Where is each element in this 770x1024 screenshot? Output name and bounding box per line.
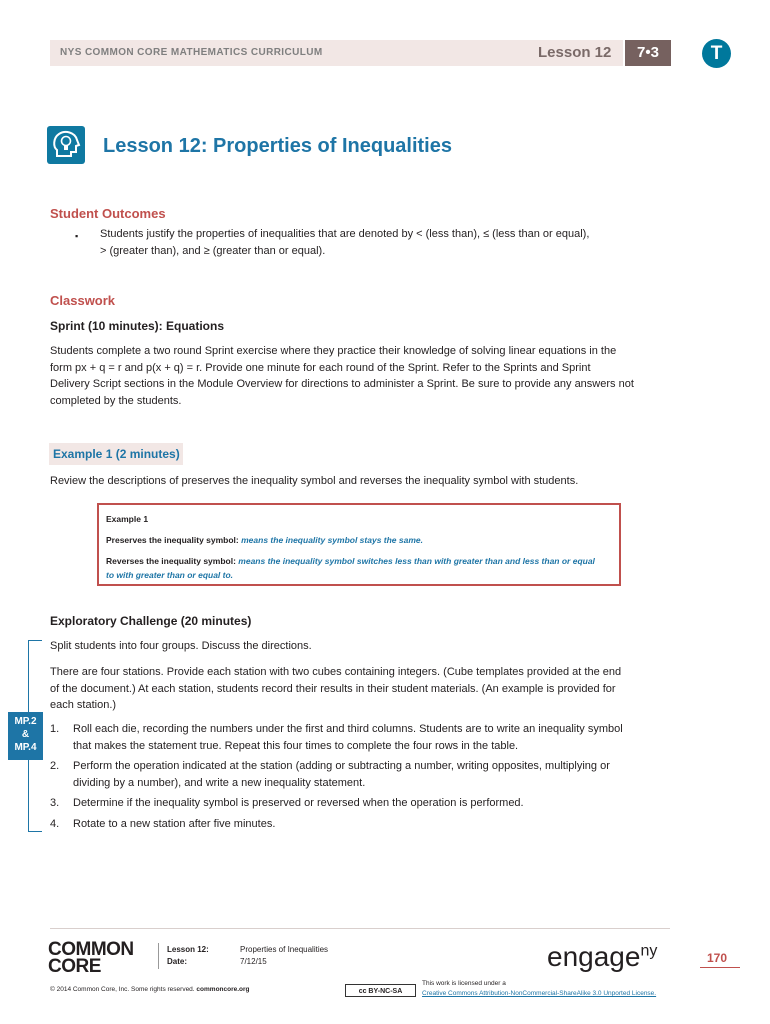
copyright: © 2014 Common Core, Inc. Some rights reserved. commoncore.org [50,986,250,993]
sprint-line: completed by the students. [50,394,182,407]
p2-line: There are four stations. Provide each station with two cubes containing integers. (Cube templates provided at the end [50,666,622,678]
step-text [73,721,653,754]
sprint-line: form px + q = r and p(x + q) = r. Provide one minute for each round of the Sprint. Refer to the Sprints and Sprint [50,361,591,374]
student-outcomes-heading: Student Outcomes [50,206,166,221]
reverses-answer: means the inequality symbol switches less than with greater than and less than or equal [238,556,595,566]
step-line: Perform the operation indicated at the station (adding or subtracting a number, writing opposites, multiplying or [73,760,610,772]
header-lesson: Lesson 12 [538,44,612,61]
engageny-logo: engage$^{ny}$ [547,941,658,972]
step-line: Determine if the inequality symbol is preserved or reversed when the operation is performed. [73,797,524,809]
footer-separator [158,943,159,969]
example1-tab [49,443,183,465]
sprint-line: Delivery Script sections in the Module Overview for directions to administer a Sprint. Be sure to provide any answers not [50,378,634,390]
sprint-line: Students complete a two round Sprint exercise where they practice their knowledge of solving linear equations in the [50,345,617,357]
step-text [73,816,653,833]
step-text [73,795,653,812]
copyright-site: commoncore.org [196,986,250,993]
step-line: Roll each die, recording the numbers under the first and third columns. Students are to write an inequality symbol [73,723,623,735]
sprint-paragraph [50,343,690,409]
p2-line: of the document.) At each station, students record their results in their student materials. (An example is provided for [50,682,616,695]
page-number: 170 [707,951,728,965]
common-core-logo: COMMON CORE [48,939,134,977]
p2-line: each station.) [50,699,117,711]
reverses-answer-cont: to with greater than or equal to. [106,570,234,580]
bullet-icon: ▪ [75,231,79,241]
module-badge: 7•3 [625,40,671,66]
page-title: Lesson 12: Properties of Inequalities [103,135,452,157]
step-number: 3. [50,797,60,809]
mp-badge [8,712,43,760]
step-number: 1. [50,723,60,735]
mp-line: MP.4 [14,742,37,753]
step-text [73,758,653,791]
step-number: 2. [50,760,60,772]
page-number-underline [700,967,740,968]
preserves-row [106,535,423,545]
footer-date-value: 7/12/15 [240,957,267,966]
preserves-label: Preserves the inequality symbol: [106,535,239,545]
exploratory-p2 [50,664,690,714]
step-line: dividing by a number), and write a new inequality statement. [73,776,366,789]
footer-date-label: Date: [167,957,188,966]
outcome-line: Students justify the properties of inequalities that are denoted by < (less than), ≤ (less than or equal), [100,228,590,240]
example1-box [97,503,621,586]
step-line: that makes the statement true. Repeat this four times to complete the four rows in the table. [73,739,519,752]
curriculum-label: NYS COMMON CORE MATHEMATICS CURRICULUM [60,47,323,58]
exploratory-heading: Exploratory Challenge (20 minutes) [50,614,252,628]
sprint-heading: Sprint (10 minutes): Equations [50,319,225,333]
step-number: 4. [50,818,60,830]
example1-tab-label: Example 1 (2 minutes) [53,447,180,461]
teacher-badge: T [702,39,731,68]
reverses-label: Reverses the inequality symbol: [106,556,236,566]
example1-intro: Review the descriptions of preserves the inequality symbol and reverses the inequality symbol with students. [50,475,579,487]
classwork-heading: Classwork [50,293,116,308]
mp-line: & [21,729,30,740]
box-title: Example 1 [106,514,149,524]
footer-lesson-label: Lesson 12: [167,945,209,954]
preserves-answer: means the inequality symbol stays the same. [241,535,423,545]
cc-license-badge: cc BY-NC-SA [345,984,416,997]
mp-line: MP.2 [14,716,37,727]
footer-lesson-value: Properties of Inequalities [240,945,329,954]
exploratory-p1: Split students into four groups. Discuss the directions. [50,640,312,652]
footer-divider [50,928,670,929]
license-text: This work is licensed under a [422,980,506,987]
outcome-text [100,226,640,259]
license-link[interactable]: Creative Commons Attribution-NonCommercial-ShareAlike 3.0 Unported License. [422,990,657,997]
step-line: Rotate to a new station after five minutes. [73,818,276,830]
lightbulb-head-icon [47,126,85,164]
outcome-line: > (greater than), and ≥ (greater than or equal). [100,244,326,257]
reverses-row [106,556,595,566]
